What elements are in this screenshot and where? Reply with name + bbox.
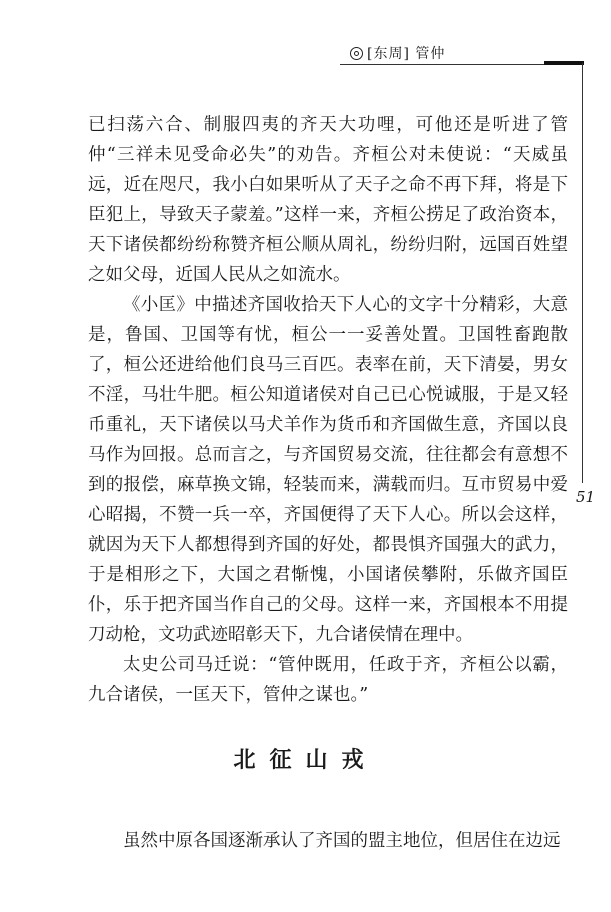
header-rule-thick: [544, 61, 584, 65]
margin-rule: [582, 63, 583, 483]
paragraph: 虽然中原各国逐渐承认了齐国的盟主地位，但居住在边远: [123, 831, 561, 851]
paragraph: 已扫荡六合、制服四夷的齐天大功哩，可他还是听进了管仲“三祥未见受命必失”的劝告。齐桓公对未使说：“天威虽远，近在咫尺，我小白如果听从了天子之命不再下拜，将是下臣犯上，导致天子蒙羞。”这样一来，齐桓公捞足了政治资本，天下诸侯都纷纷称赞齐桓公顺从周礼，纷纷归附，远国百姓望之如父母，近国人民从之如流水。: [88, 115, 568, 285]
header-bracket-open: [: [367, 46, 374, 62]
running-header: [350, 44, 550, 64]
paragraph: 太史公司马迁说：“管仲既用，任政于齐，齐桓公以霸，九合诸侯，一匡天下，管仲之谋也。”: [88, 655, 568, 705]
header-dynasty: 东周: [373, 46, 404, 62]
header-bracket-close: ]: [403, 46, 410, 62]
section-title: 北征山戎: [233, 748, 378, 773]
bullet-circle-icon: [350, 47, 363, 60]
body-text: [88, 110, 568, 710]
paragraph: 《小匡》中描述齐国收拾天下人心的文字十分精彩，大意是，鲁国、卫国等有忧，桓公一一妥善处置。卫国牲畜跑散了，桓公还进给他们良马三百匹。表率在前，天下清晏，男女不淫，马壮牛肥。桓公知道诸侯对自己已心悦诚服，于是又轻币重礼，天下诸侯以马犬羊作为货币和齐国做生意，齐国以良马作为回报。总而言之，与齐国贸易交流，往往都会有意想不到的报偿，麻草换文锦，轻装而来，满载而归。互市贸易中爱心昭揭，不赞一兵一卒，齐国便得了天下人心。所以会这样，就因为天下人都想得到齐国的好处，都畏惧齐国强大的武力，于是相形之下，大国之君惭愧，小国诸侯攀附，乐做齐国臣仆，乐于把齐国当作自己的父母。这样一来，齐国根本不用提刀动枪，文功武迹昭彰天下，九合诸侯情在理中。: [88, 295, 568, 645]
header-rule: [340, 64, 544, 65]
page-number: 51: [576, 488, 596, 506]
section-body: [88, 826, 568, 856]
header-title: 管仲: [415, 46, 446, 62]
